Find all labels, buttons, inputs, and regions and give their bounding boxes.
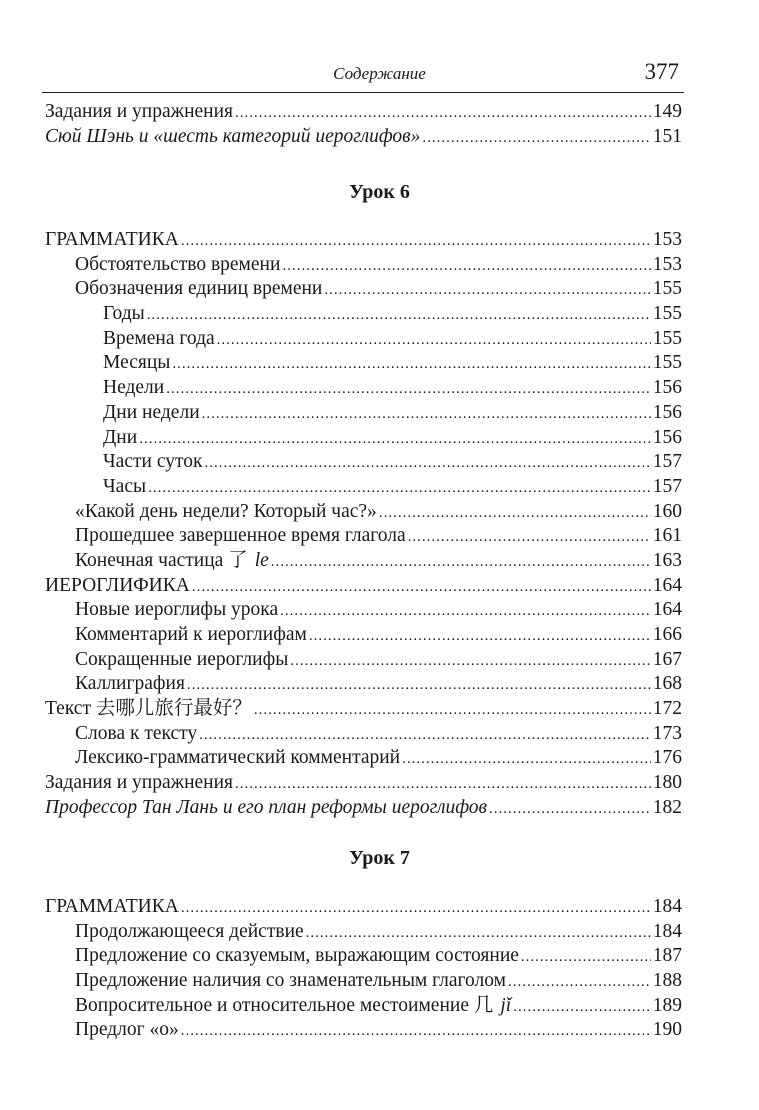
toc-entry-title: Комментарий к иероглифам bbox=[75, 624, 307, 645]
toc-entry-page: 155 bbox=[652, 327, 682, 349]
toc-entry-title: Годы bbox=[103, 303, 145, 325]
toc-entry-page: 151 bbox=[652, 125, 682, 147]
dot-leader bbox=[379, 501, 651, 526]
lesson-7-heading: Урок 7 bbox=[349, 847, 410, 869]
toc-entry-title: Каллиграфия bbox=[75, 673, 185, 695]
dot-leader bbox=[271, 550, 651, 575]
toc-entry-page: 190 bbox=[652, 1019, 682, 1041]
toc-entry-page: 173 bbox=[652, 722, 682, 744]
toc-entry bbox=[45, 994, 682, 1019]
toc-entry bbox=[45, 426, 682, 451]
dot-leader bbox=[235, 101, 651, 126]
toc-entry-title: Продолжающееся действие bbox=[75, 920, 304, 942]
toc-entry-page: 184 bbox=[652, 896, 682, 917]
dot-leader bbox=[187, 673, 651, 698]
toc-entry-page: 172 bbox=[652, 698, 682, 720]
toc-entry-page: 155 bbox=[652, 352, 682, 374]
toc-entry bbox=[45, 302, 682, 327]
dot-leader bbox=[204, 451, 650, 476]
dot-leader bbox=[402, 747, 651, 772]
toc-entry-page: 155 bbox=[652, 303, 682, 325]
dot-leader bbox=[422, 126, 650, 151]
toc-entry-page: 157 bbox=[652, 475, 682, 497]
dot-leader bbox=[408, 525, 651, 550]
toc-entry bbox=[45, 475, 682, 500]
dot-leader bbox=[202, 402, 651, 427]
toc-entry-page: 156 bbox=[652, 426, 682, 448]
toc-entry bbox=[45, 327, 682, 352]
running-head-title: Содержание bbox=[333, 64, 426, 83]
dot-leader bbox=[166, 377, 651, 402]
dot-leader bbox=[181, 229, 651, 254]
toc-entry bbox=[45, 253, 682, 278]
toc-entry bbox=[45, 125, 682, 150]
toc-entry-title: Профессор Тан Лань и его план реформы иероглифов bbox=[45, 796, 488, 818]
toc-entry-page: 160 bbox=[652, 500, 682, 522]
dot-leader bbox=[306, 921, 651, 946]
toc-entry-title: Конечная частица 了 bbox=[75, 549, 248, 571]
dot-leader bbox=[148, 476, 651, 501]
toc-entry-page: 164 bbox=[652, 574, 682, 596]
dot-leader bbox=[508, 970, 651, 995]
toc-entry-transliteration: le bbox=[254, 549, 269, 571]
dot-leader bbox=[235, 772, 651, 797]
toc-entry-page: 153 bbox=[652, 229, 682, 250]
toc-entry-page: 149 bbox=[652, 101, 682, 122]
toc-entry-title: Предлог «о» bbox=[75, 1019, 179, 1041]
dot-leader bbox=[282, 254, 650, 279]
toc-entry-title: Дни bbox=[103, 426, 138, 448]
toc-entry-page: 189 bbox=[652, 994, 682, 1016]
toc-entry-title: Предложение со сказуемым, выражающим состояние bbox=[75, 945, 519, 967]
toc-entry bbox=[45, 376, 682, 401]
dot-leader bbox=[290, 649, 650, 674]
toc-entry-title: Задания и упражнения bbox=[45, 772, 234, 794]
toc-entry-title: Новые иероглифы урока bbox=[75, 599, 279, 621]
toc-entry-title: Предложение наличия со знаменательным глаголом bbox=[75, 970, 506, 992]
toc-entry bbox=[45, 746, 682, 771]
toc-entry-title: Вопросительное и относительное местоимение 几 bbox=[75, 994, 494, 1016]
toc-entry-title: Слова к тексту bbox=[75, 722, 198, 744]
dot-leader bbox=[147, 303, 651, 328]
toc-entry-title: Текст 去哪儿旅行最好？ bbox=[45, 698, 252, 720]
dot-leader bbox=[513, 995, 651, 1020]
toc-entry-page: 167 bbox=[652, 648, 682, 670]
dot-leader bbox=[181, 896, 651, 921]
dot-leader bbox=[309, 624, 651, 649]
toc-entry bbox=[45, 598, 682, 623]
toc-entry bbox=[45, 100, 682, 125]
toc-entry-title: «Какой день недели? Который час?» bbox=[75, 500, 377, 522]
toc-entry bbox=[45, 697, 682, 722]
toc-entry-page: 157 bbox=[652, 451, 682, 473]
dot-leader bbox=[489, 797, 651, 822]
toc-block-3 bbox=[45, 895, 682, 1043]
toc-entry bbox=[45, 672, 682, 697]
toc-entry-title: Части суток bbox=[103, 451, 203, 473]
toc-entry-page: 155 bbox=[652, 278, 682, 300]
toc-entry-page: 153 bbox=[652, 253, 682, 275]
toc-entry-title: Времена года bbox=[103, 327, 215, 349]
toc-entry bbox=[45, 549, 682, 574]
dot-leader bbox=[181, 1019, 651, 1044]
toc-entry-title: ГРАММАТИКА bbox=[45, 896, 179, 917]
dot-leader bbox=[139, 427, 651, 452]
lesson-6-heading: Урок 6 bbox=[349, 181, 410, 203]
toc-entry bbox=[45, 1018, 682, 1043]
toc-entry-title: Сокращенные иероглифы bbox=[75, 648, 289, 670]
toc-entry-title: Сюй Шэнь и «шесть категорий иероглифов» bbox=[45, 125, 421, 147]
toc-entry-page: 187 bbox=[652, 945, 682, 967]
dot-leader bbox=[324, 278, 650, 303]
toc-entry bbox=[45, 277, 682, 302]
toc-entry-page: 156 bbox=[652, 401, 682, 423]
toc-entry-title: Часы bbox=[103, 475, 147, 497]
toc-entry bbox=[45, 796, 682, 821]
toc-block-1 bbox=[45, 100, 682, 149]
toc-entry-page: 184 bbox=[652, 920, 682, 942]
toc-entry-page: 188 bbox=[652, 970, 682, 992]
toc-entry-page: 166 bbox=[652, 624, 682, 645]
toc-entry bbox=[45, 500, 682, 525]
toc-entry-page: 163 bbox=[652, 549, 682, 571]
toc-entry-title: Задания и упражнения bbox=[45, 101, 234, 122]
dot-leader bbox=[280, 599, 651, 624]
dot-leader bbox=[192, 575, 651, 600]
page-number: 377 bbox=[644, 59, 679, 84]
toc-entry bbox=[45, 944, 682, 969]
toc-entry-page: 161 bbox=[652, 525, 682, 547]
toc-entry bbox=[45, 351, 682, 376]
toc-entry bbox=[45, 895, 682, 920]
toc-entry-title: Месяцы bbox=[103, 352, 171, 374]
toc-entry bbox=[45, 648, 682, 673]
toc-entry bbox=[45, 771, 682, 796]
dot-leader bbox=[172, 352, 650, 377]
toc-entry bbox=[45, 524, 682, 549]
toc-entry bbox=[45, 722, 682, 747]
toc-entry-page: 164 bbox=[652, 599, 682, 621]
toc-entry-title: Недели bbox=[103, 377, 165, 399]
dot-leader bbox=[217, 328, 651, 353]
toc-entry-title: ИЕРОГЛИФИКА bbox=[45, 574, 190, 596]
header-rule bbox=[42, 92, 684, 93]
toc-entry-title: Лексико-грамматический комментарий bbox=[75, 747, 401, 769]
toc-entry bbox=[45, 574, 682, 599]
toc-entry-page: 180 bbox=[652, 772, 682, 794]
toc-entry-page: 182 bbox=[652, 796, 682, 818]
toc-entry-title: Обозначения единиц времени bbox=[75, 278, 323, 300]
toc-entry bbox=[45, 401, 682, 426]
toc-entry-page: 176 bbox=[652, 747, 682, 769]
toc-entry bbox=[45, 228, 682, 253]
dot-leader bbox=[254, 698, 651, 723]
toc-entry-title: Обстоятельство времени bbox=[75, 253, 281, 275]
toc-entry bbox=[45, 920, 682, 945]
toc-entry-title: Дни недели bbox=[103, 401, 200, 423]
toc-entry-title: Прошедшее завершенное время глагола bbox=[75, 525, 406, 547]
dot-leader bbox=[521, 945, 651, 970]
toc-entry-page: 156 bbox=[652, 377, 682, 399]
toc-entry-page: 168 bbox=[652, 673, 682, 695]
toc-entry bbox=[45, 450, 682, 475]
toc-entry bbox=[45, 623, 682, 648]
toc-entry-transliteration: jǐ bbox=[500, 994, 512, 1016]
toc-entry-title: ГРАММАТИКА bbox=[45, 229, 179, 250]
dot-leader bbox=[199, 723, 651, 748]
toc-block-2 bbox=[45, 228, 682, 821]
toc-entry bbox=[45, 969, 682, 994]
